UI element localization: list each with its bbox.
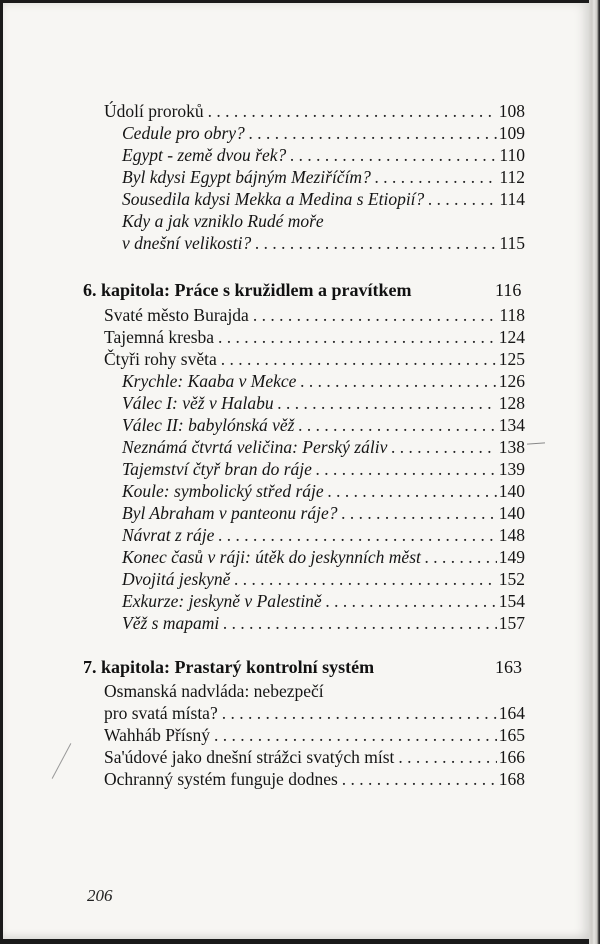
chapter-heading: 6. kapitola: Práce s kružidlem a pravítkem	[83, 280, 412, 300]
scan-mark	[52, 743, 72, 779]
dot-leader	[218, 326, 497, 348]
dot-leader	[398, 746, 496, 768]
toc-entry	[104, 746, 525, 768]
chapter-page: 163	[495, 657, 522, 677]
toc-entry-title: Neznámá čtvrtá veličina: Perský záliv	[122, 437, 388, 457]
toc-entry	[122, 590, 525, 612]
toc-entry-page: 140	[498, 503, 525, 523]
toc-entry-title: Byl kdysi Egypt bájným Meziříčím?	[122, 167, 371, 187]
dot-leader	[223, 612, 497, 634]
toc-entry-title: Osmanská nadvláda: nebezpečí	[104, 681, 324, 701]
toc-entry	[122, 122, 525, 144]
dot-leader	[234, 568, 496, 590]
dot-leader	[208, 100, 497, 122]
toc-entry-title: pro svatá místa?	[104, 703, 218, 723]
dot-leader	[425, 546, 497, 568]
toc-entry-page: 154	[498, 591, 525, 611]
toc-entry	[122, 458, 525, 480]
dot-leader	[253, 304, 498, 326]
toc-entry-page: 140	[498, 481, 525, 501]
toc-entry-page: 126	[498, 371, 525, 391]
toc-entry-title: Wahháb Přísný	[104, 725, 211, 745]
dot-leader	[222, 702, 497, 724]
toc-entry-page: 138	[498, 437, 525, 457]
toc-entry-page: 124	[498, 327, 525, 347]
toc-entry-title: Návrat z ráje	[122, 525, 215, 545]
toc-entry-title: Ochranný systém funguje dodnes	[104, 769, 338, 789]
page-number: 206	[87, 886, 113, 905]
toc-entry-page: 108	[498, 101, 525, 121]
toc-entry	[122, 414, 525, 436]
toc-entry	[122, 370, 525, 392]
toc-entry-title: Cedule pro obry?	[122, 123, 245, 143]
toc-entry-title: Tajemství čtyř bran do ráje	[122, 459, 312, 479]
toc-entry-page: 149	[498, 547, 525, 567]
dot-leader	[249, 122, 497, 144]
dot-leader	[326, 590, 497, 612]
dot-leader	[221, 348, 497, 370]
toc-entry	[122, 188, 525, 210]
toc-entry-title: Exkurze: jeskyně v Palestině	[122, 591, 322, 611]
toc-entry-title: Sousedila kdysi Mekka a Medina s Etiopií?	[122, 189, 425, 209]
toc-entry-page: 109	[498, 123, 525, 143]
toc-entry-title: Údolí proroků	[104, 101, 204, 121]
toc-entry-page: 114	[499, 189, 525, 209]
toc-entry-title: v dnešní velikosti?	[122, 233, 252, 253]
toc-entry-page: 110	[499, 145, 525, 165]
toc-entry	[104, 326, 525, 348]
toc-entry	[104, 724, 525, 746]
dot-leader	[278, 392, 497, 414]
page-edge	[589, 0, 600, 944]
dot-leader	[218, 524, 496, 546]
dot-leader	[375, 166, 498, 188]
toc-entry-title: Dvojitá jeskyně	[122, 569, 231, 589]
toc-entry	[122, 612, 525, 634]
toc-entry-title: Sa'údové jako dnešní strážci svatých míst	[104, 747, 395, 767]
toc-entry-title: Byl Abraham v panteonu ráje?	[122, 503, 338, 523]
toc-entry	[122, 232, 525, 254]
toc-entry	[122, 568, 525, 590]
toc-entry	[122, 502, 525, 524]
toc-entry	[122, 480, 525, 502]
toc-entry-title: Konec časů v ráji: útěk do jeskynních měst	[122, 547, 421, 567]
chapter-page: 116	[495, 280, 522, 300]
dot-leader	[299, 414, 497, 436]
toc-entry-page: 164	[498, 703, 525, 723]
dot-leader	[341, 502, 496, 524]
toc-entry-title: Egypt - země dvou řek?	[122, 145, 287, 165]
toc-entry-title: Krychle: Kaaba v Mekce	[122, 371, 297, 391]
dot-leader	[214, 724, 497, 746]
toc-entry-page: 166	[498, 747, 525, 767]
toc-entry	[104, 304, 525, 326]
toc-entry-page: 128	[498, 393, 525, 413]
toc-entry	[104, 100, 525, 122]
toc-entry-page: 112	[499, 167, 525, 187]
dot-leader	[300, 370, 496, 392]
book-page	[3, 3, 589, 939]
toc-entry-page: 165	[498, 725, 525, 745]
scan-mark	[527, 442, 545, 444]
toc-entry	[104, 768, 525, 790]
toc-entry	[122, 524, 525, 546]
toc-entry-page: 118	[499, 305, 525, 325]
toc-entry-page: 139	[498, 459, 525, 479]
chapter-heading: 7. kapitola: Prastarý kontrolní systém	[83, 657, 375, 677]
toc-entry-title: Kdy a jak vzniklo Rudé moře	[122, 211, 324, 231]
toc-entry-page: 148	[498, 525, 525, 545]
toc-entry	[122, 546, 525, 568]
toc-entry-page: 152	[498, 569, 525, 589]
toc-entry-title: Válec I: věž v Halabu	[122, 393, 274, 413]
dot-leader	[290, 144, 497, 166]
toc-entry-title: Svaté město Burajda	[104, 305, 249, 325]
dot-leader	[328, 480, 497, 502]
toc-entry-title: Koule: symbolický střed ráje	[122, 481, 324, 501]
toc-entry-title: Válec II: babylónská věž	[122, 415, 295, 435]
dot-leader	[255, 232, 497, 254]
toc-entry-page: 115	[499, 233, 525, 253]
toc-entry-title: Čtyři rohy světa	[104, 349, 217, 369]
dot-leader	[428, 188, 497, 210]
toc-entry-page: 134	[498, 415, 525, 435]
dot-leader	[342, 768, 497, 790]
toc-entry	[104, 702, 525, 724]
toc-entry	[122, 166, 525, 188]
toc-entry-page: 157	[498, 613, 525, 633]
dot-leader	[391, 436, 496, 458]
toc-entry-title: Věž s mapami	[122, 613, 220, 633]
toc-entry-title: Tajemná kresba	[104, 327, 215, 347]
toc-entry	[122, 392, 525, 414]
toc-entry	[122, 436, 525, 458]
toc-entry	[104, 348, 525, 370]
toc-entry	[122, 144, 525, 166]
dot-leader	[316, 458, 497, 480]
toc-entry-page: 125	[498, 349, 525, 369]
toc-entry-page: 168	[498, 769, 525, 789]
